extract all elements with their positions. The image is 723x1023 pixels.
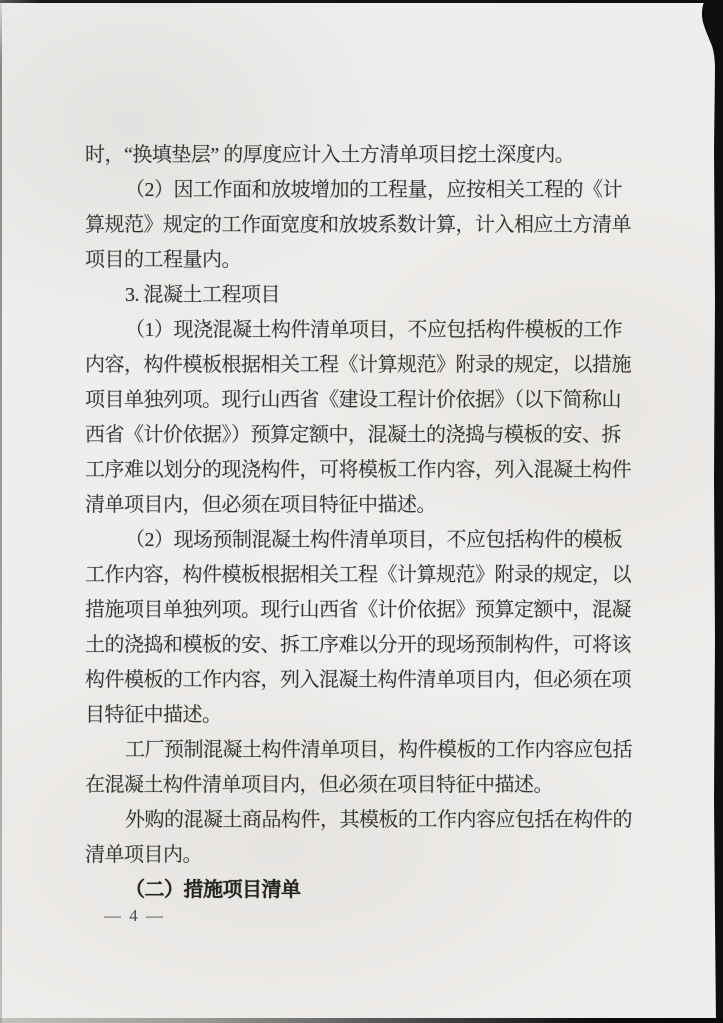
text-line: （二）措施项目清单 (125, 879, 301, 901)
text-line: 时，“换填垫层” 的厚度应计入土方清单项目挖土深度内。 (85, 144, 575, 166)
text-line: （1）现浇混凝土构件清单项目，不应包括构件模板的工作 (125, 319, 622, 341)
text-line: 工厂预制混凝土构件清单项目，构件模板的工作内容应包括 (125, 739, 632, 761)
text-line: 目特征中描述。 (85, 704, 222, 726)
text-line: 工序难以划分的现浇构件，可将模板工作内容，列入混凝土构件 (85, 459, 631, 481)
text-line: 项目的工程量内。 (85, 249, 241, 271)
text-line: 西省《计价依据》）预算定额中，混凝土的浇捣与模板的安、拆 (85, 424, 621, 446)
text-line: 在混凝土构件清单项目内，但必须在项目特征中描述。 (85, 774, 553, 796)
text-line: 内容，构件模板根据相关工程《计算规范》附录的规定，以措施 (85, 354, 631, 376)
text-line: 算规范》规定的工作面宽度和放坡系数计算，计入相应土方清单 (85, 214, 631, 236)
text-line: 工作内容，构件模板根据相关工程《计算规范》附录的规定，以 (85, 564, 631, 586)
text-line: 3. 混凝土工程项目 (125, 284, 280, 306)
text-line: 构件模板的工作内容，列入混凝土构件清单项目内，但必须在项 (85, 669, 631, 691)
text-line: 项目单独列项。现行山西省《建设工程计价依据》（以下简称山 (85, 389, 621, 411)
scan-edge-bottom (0, 1018, 723, 1023)
page-number: — 4 — (104, 906, 165, 925)
text-line: 清单项目内。 (85, 844, 202, 866)
scan-edge-top (0, 0, 723, 3)
text-line: 土的浇捣和模板的安、拆工序难以分开的现场预制构件，可将该 (85, 634, 631, 656)
scan-edge-left (0, 0, 2, 1023)
document-body (85, 138, 651, 908)
text-line: 外购的混凝土商品构件，其模板的工作内容应包括在构件的 (125, 809, 632, 831)
text-line: 措施项目单独列项。现行山西省《计价依据》预算定额中，混凝 (85, 599, 631, 621)
text-line: （2）现场预制混凝土构件清单项目，不应包括构件的模板 (125, 529, 622, 551)
scan-edge-right (689, 0, 723, 1023)
text-line: （2）因工作面和放坡增加的工程量，应按相关工程的《计 (125, 179, 622, 201)
text-line: 清单项目内，但必须在项目特征中描述。 (85, 494, 436, 516)
